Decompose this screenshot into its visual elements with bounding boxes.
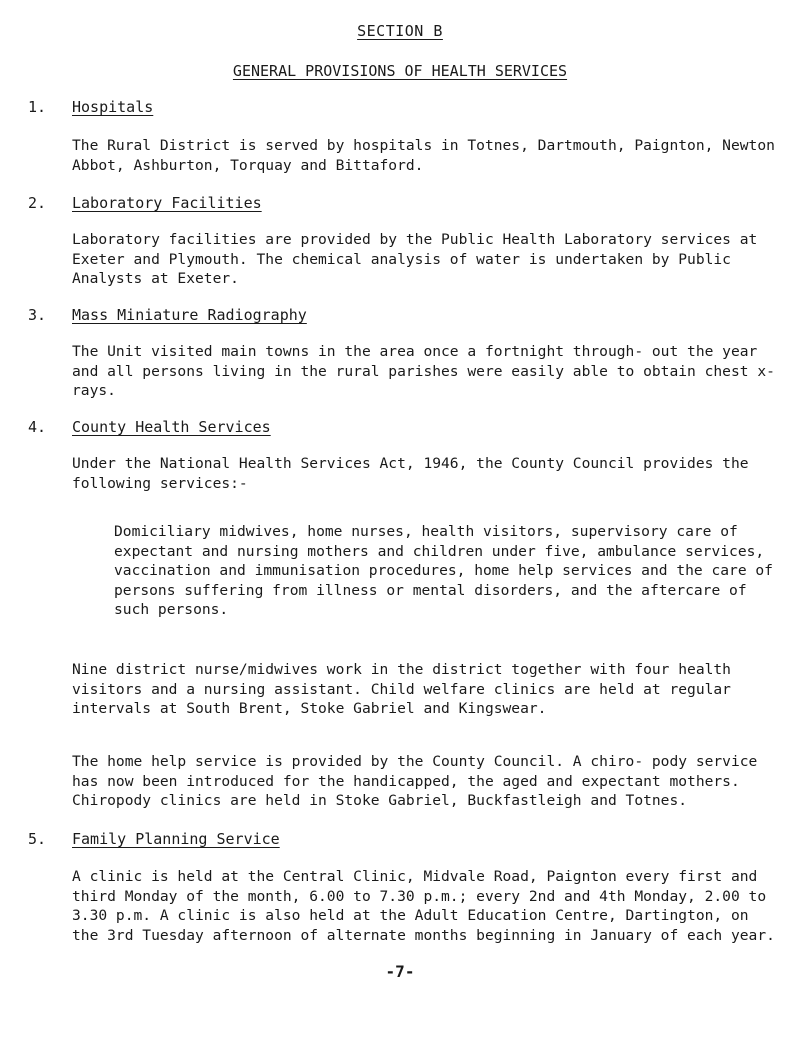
paragraph: A clinic is held at the Central Clinic, Midvale Road, Paignton every first and third Monday of the month, 6.00 to 7.30 p.m.; every 2nd and 4th Monday, 2.00 to 3.30 p.m. A clinic is also held at the Adult Education Centre, Dartington, on the 3rd Tuesday afternoon of alternate months beginning in January of each year.: [72, 868, 775, 944]
item-heading: County Health Services: [72, 418, 271, 436]
item-number: 4.: [28, 418, 47, 436]
section-title-text: SECTION B: [357, 22, 443, 40]
item-number: 3.: [28, 306, 47, 324]
paragraph: The Unit visited main towns in the area once a fortnight through- out the year and all persons living in the rural parishes were easily able to obtain chest x-rays.: [72, 343, 775, 399]
item-heading: Mass Miniature Radiography: [72, 306, 307, 324]
paragraph: The home help service is provided by the County Council. A chiro- pody service has now been introduced for the handicapped, the aged and expectant mothers. Chiropody clinics are held in Stoke Gabriel, Buckfastleigh and Totnes.: [72, 753, 758, 809]
item-heading: Hospitals: [72, 98, 154, 116]
paragraph: Laboratory facilities are provided by the Public Health Laboratory services at Exeter and Plymouth. The chemical analysis of water is undertaken by Public Analysts at Exeter.: [72, 231, 758, 287]
paragraph: Under the National Health Services Act, 1946, the County Council provides the following services:-: [72, 455, 749, 492]
paragraph: Domiciliary midwives, home nurses, health visitors, supervisory care of expectant and nursing mothers and children under five, ambulance services, vaccination and immunisation procedures, home help services and the care of persons suffering from illness or mental disorders, and the aftercare of such persons.: [114, 523, 773, 618]
paragraph: The Rural District is served by hospitals in Totnes, Dartmouth, Paignton, Newton Abbot, Ashburton, Torquay and Bittaford.: [72, 137, 775, 174]
document-subtitle: [0, 62, 800, 80]
item-number: 2.: [28, 194, 47, 212]
section-title: [0, 22, 800, 40]
subtitle-text: GENERAL PROVISIONS OF HEALTH SERVICES: [232, 62, 568, 80]
page-number: -7-: [385, 962, 415, 981]
item-number: 5.: [28, 830, 47, 848]
item-number: 1.: [28, 98, 47, 116]
paragraph: Nine district nurse/midwives work in the district together with four health visitors and a nursing assistant. Child welfare clinics are held at regular intervals at South Brent, Stoke Gabriel and Kingswear.: [72, 661, 731, 717]
item-heading: Family Planning Service: [72, 830, 280, 848]
item-heading: Laboratory Facilities: [72, 194, 262, 212]
